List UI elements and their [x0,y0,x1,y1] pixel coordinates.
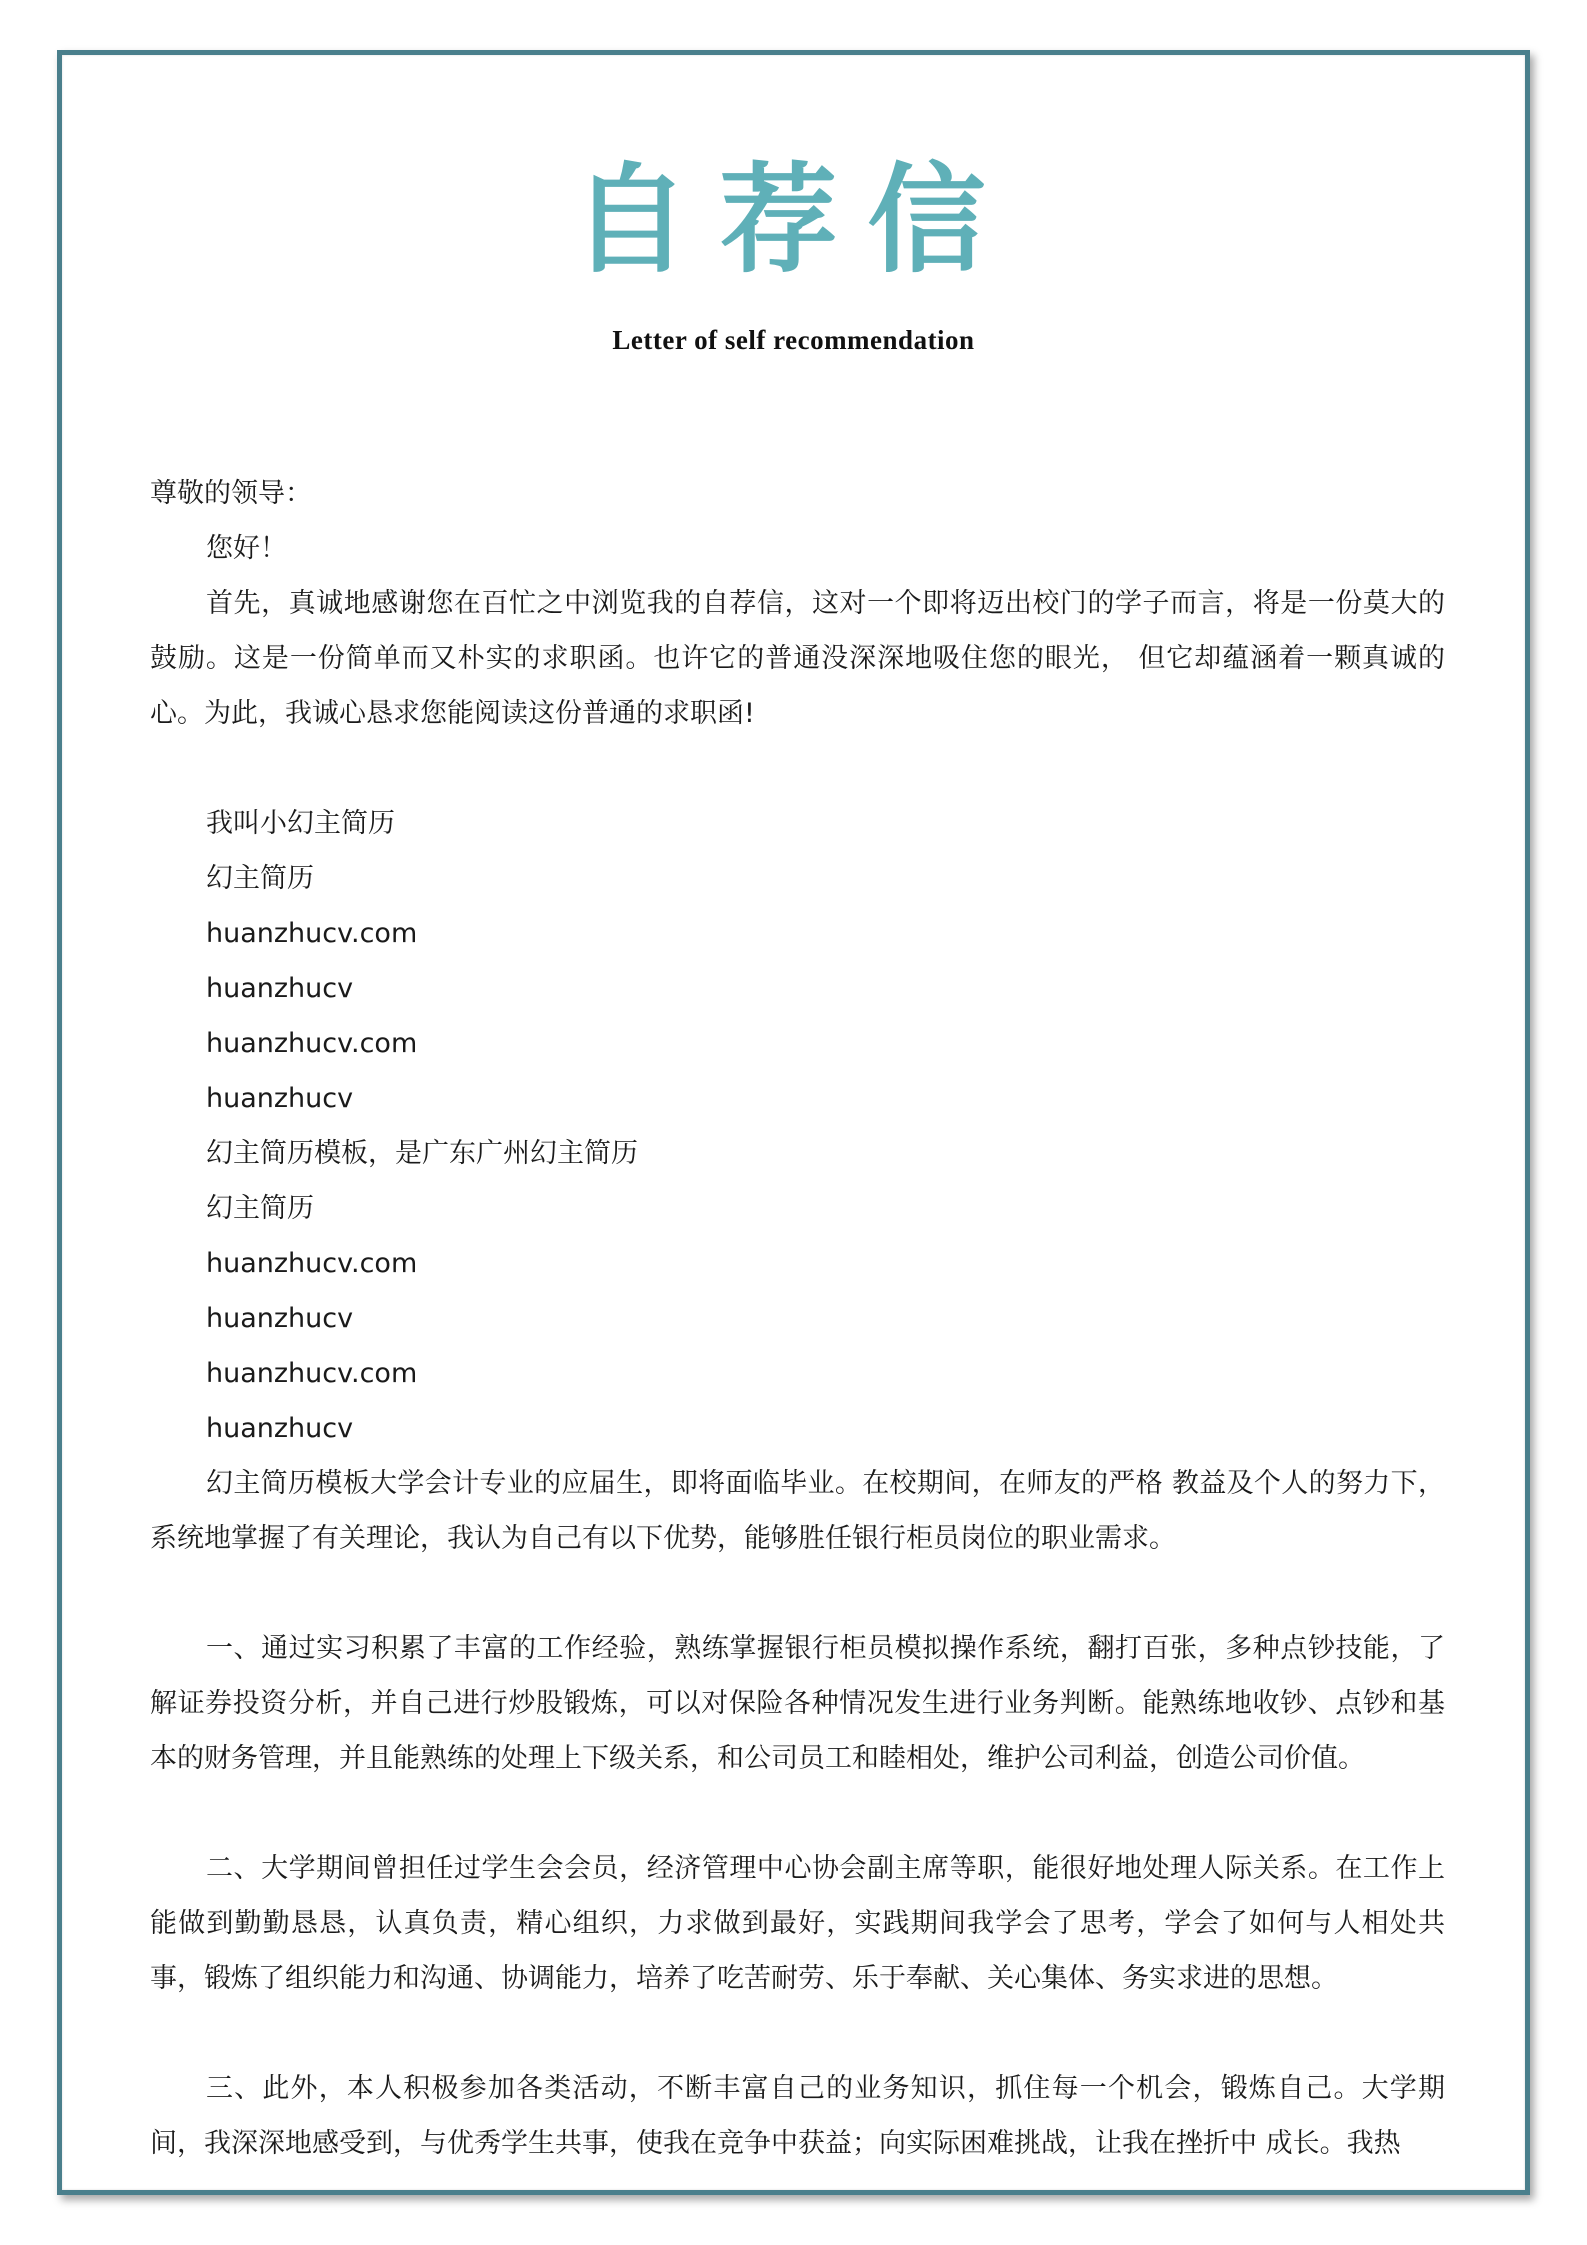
info-line: 幻主简历 [206,1193,314,1224]
greeting: 您好！ [206,533,287,564]
info-line: huanzhucv.com [206,1358,418,1389]
info-line: huanzhucv [206,973,354,1004]
point-three-paragraph: 三、此外，本人积极参加各类活动，不断丰富自己的业务知识，抓住每一个机会，锻炼自己。大学期间，我深深地感受到，与优秀学生共事，使我在竞争中获益；向实际困难挑战，让我在挫折中 成长。我热 [150,2073,1445,2159]
point-one-paragraph: 一、通过实习积累了丰富的工作经验，熟练掌握银行柜员模拟操作系统，翻打百张，多种点钞技能，了解证券投资分析，并自己进行炒股锻炼，可以对保险各种情况发生进行业务判断。能熟练地收钞、点钞和基本的财务管理，并且能熟练的处理上下级关系，和公司员工和睦相处，维护公司利益，创造公司价值。 [150,1633,1445,1774]
info-line: huanzhucv.com [206,1248,418,1279]
page-subtitle: Letter of self recommendation [612,325,975,355]
info-line: huanzhucv [206,1303,354,1334]
salutation: 尊敬的领导： [150,478,312,509]
info-line: 幻主简历模板，是广东广州幻主简历 [206,1138,638,1169]
info-line: 幻主简历 [206,863,314,894]
page-title: 自荐信 [571,150,1016,289]
info-line: 我叫小幻主简历 [206,808,395,839]
info-line: huanzhucv.com [206,918,418,949]
info-line: huanzhucv [206,1413,354,1444]
letter-body [150,466,1445,2171]
point-two-paragraph: 二、大学期间曾担任过学生会会员，经济管理中心协会副主席等职，能很好地处理人际关系。在工作上能做到勤勤恳恳，认真负责，精心组织，力求做到最好，实践期间我学会了思考，学会了如何与人相处共事，锻炼了组织能力和沟通、协调能力，培养了吃苦耐劳、乐于奉献、关心集体、务实求进的思想。 [150,1853,1445,1994]
info-list [150,796,1445,1456]
info-line: huanzhucv.com [206,1028,418,1059]
info-line: huanzhucv [206,1083,354,1114]
intro-paragraph: 首先，真诚地感谢您在百忙之中浏览我的自荐信，这对一个即将迈出校门的学子而言，将是一份莫大的鼓励。这是一份简单而又朴实的求职函。也许它的普通没深深地吸住您的眼光， 但它却蕴涵着一颗真诚的心。为此，我诚心恳求您能阅读这份普通的求职函! [150,588,1445,729]
summary-paragraph: 幻主简历模板大学会计专业的应届生，即将面临毕业。在校期间，在师友的严格 教益及个人的努力下，系统地掌握了有关理论，我认为自己有以下优势，能够胜任银行柜员岗位的职业需求。 [150,1468,1445,1554]
